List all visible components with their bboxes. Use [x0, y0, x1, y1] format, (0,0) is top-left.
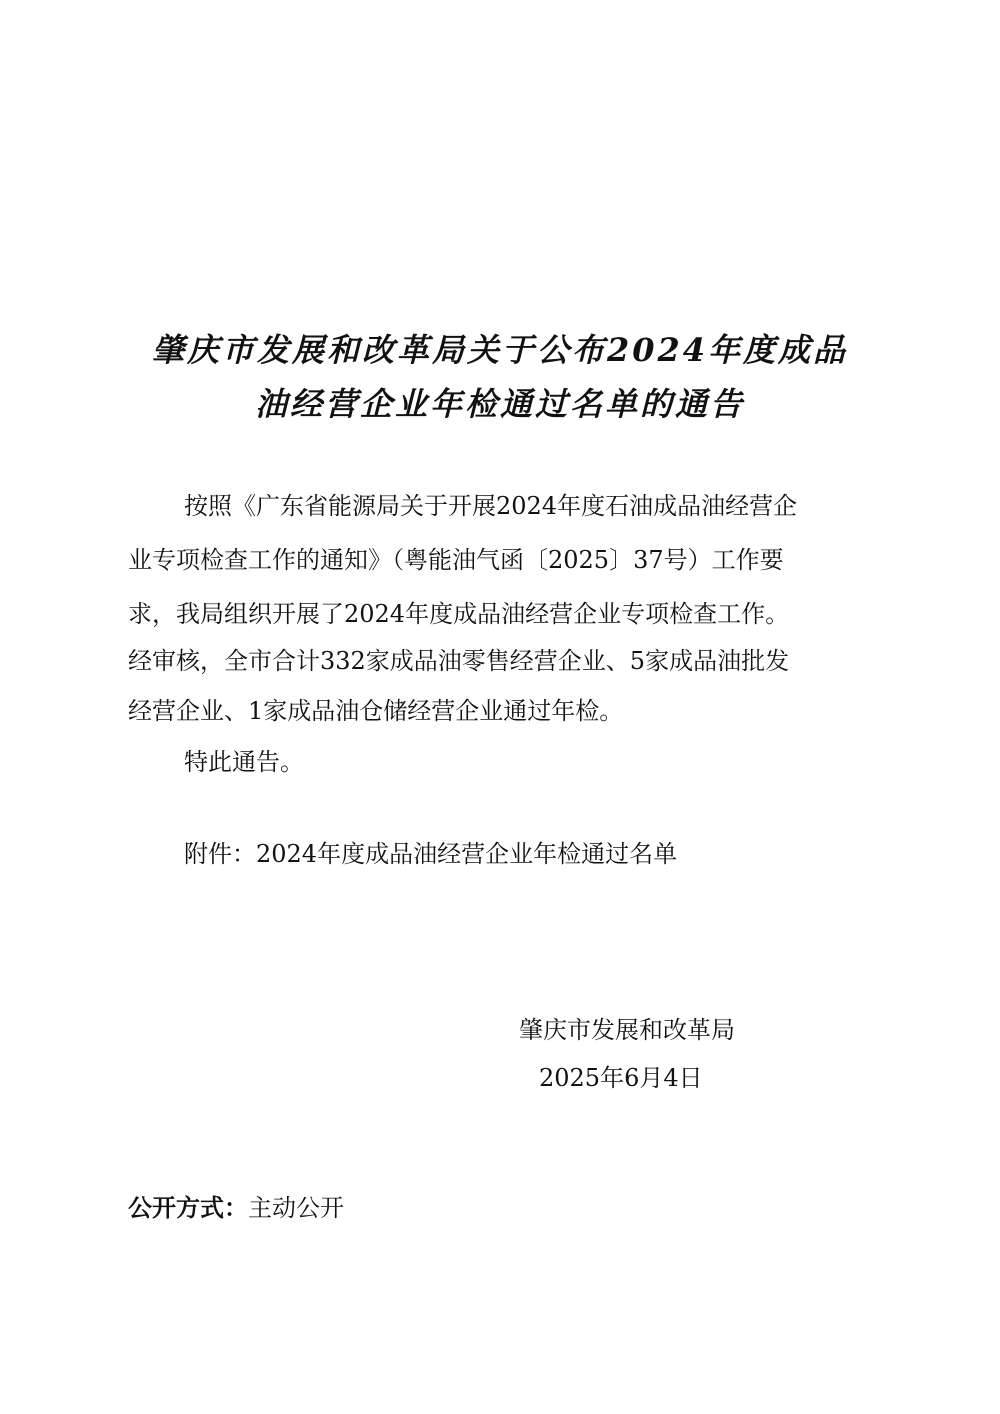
- issuer-name: 肇庆市发展和改革局: [519, 1016, 735, 1044]
- closing-statement: 特此通告。: [184, 748, 304, 776]
- attachment-line: 附件：2024年度成品油经营企业年检通过名单: [184, 840, 678, 868]
- paragraph-line-5: 经营企业、1家成品油仓储经营企业通过年检。: [128, 697, 624, 725]
- disclosure-label: 公开方式：: [128, 1194, 248, 1222]
- paragraph-line-1: 按照《广东省能源局关于开展2024年度石油成品油经营企: [184, 492, 798, 520]
- issue-date: 2025年6月4日: [539, 1064, 703, 1092]
- paragraph-line-2: 业专项检查工作的通知》（粤能油气函〔2025〕37号）工作要: [128, 546, 784, 574]
- disclosure-line: [128, 1188, 344, 1228]
- paragraph-line-3: 求，我局组织开展了2024年度成品油经营企业专项检查工作。: [128, 600, 790, 628]
- notice-title-line-2: 油经营企业年检通过名单的通告: [254, 385, 745, 423]
- disclosure-value: 主动公开: [248, 1194, 344, 1222]
- notice-title-line-1: 肇庆市发展和改革局关于公布2024年度成品: [151, 331, 849, 369]
- paragraph-line-4: 经审核，全市合计332家成品油零售经营企业、5家成品油批发: [128, 647, 790, 675]
